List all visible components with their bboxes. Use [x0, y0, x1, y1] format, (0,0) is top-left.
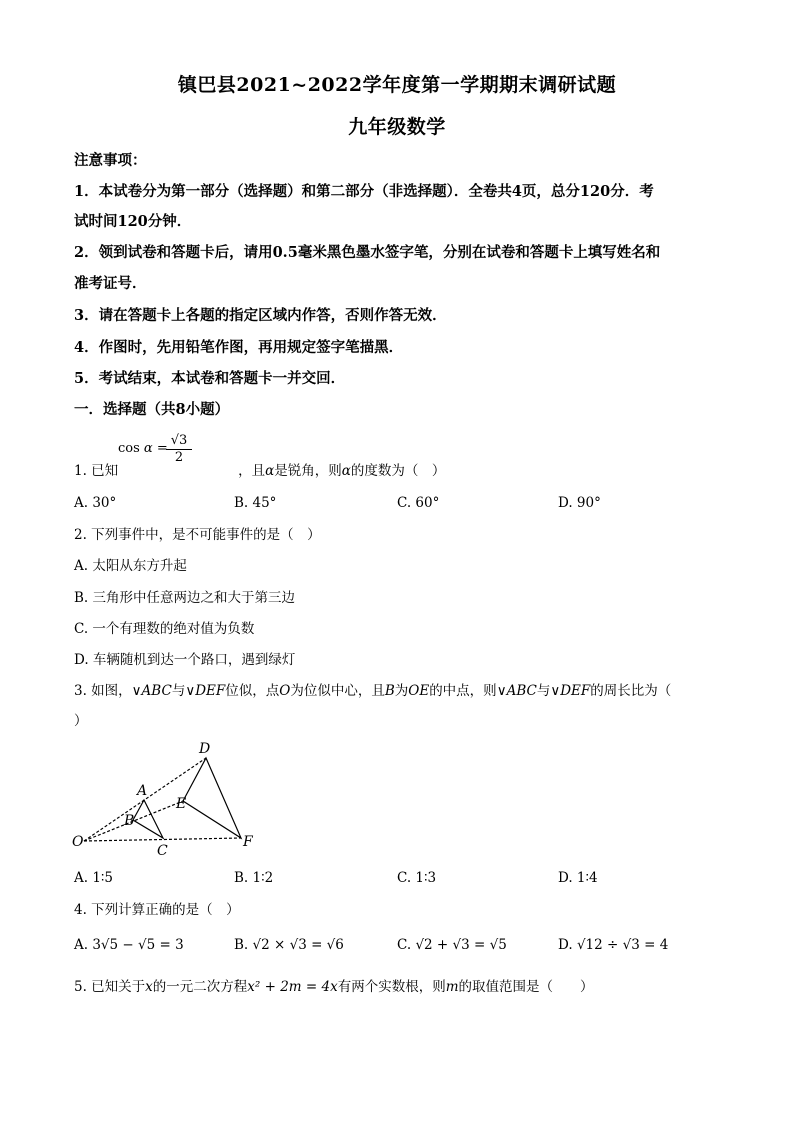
q1-suffix-a: ，且 — [238, 463, 266, 479]
q5-text-4: 的取值范围是（ ） — [458, 979, 594, 995]
q4-option-a-expr: 3√5 − √5 = 3 — [92, 937, 184, 953]
q1-suffix-c: 的度数为（ ） — [350, 463, 446, 479]
note-item-1a: 1．本试卷分为第一部分（选择题）和第二部分（非选择题）．全卷共4页，总分120分．考 — [74, 183, 654, 200]
q3-point-b: B — [384, 683, 395, 699]
q5-text-2: 的一元二次方程 — [152, 979, 248, 995]
q3-point-o: O — [279, 683, 291, 699]
label-e: E — [176, 796, 187, 812]
section-heading: 一．选择题（共8小题） — [74, 401, 230, 418]
q3-figure-lines — [84, 758, 241, 841]
q4-option-b-expr: √2 × √3 = √6 — [252, 937, 344, 953]
note-item-2a: 2．领到试卷和答题卡后，请用0.5毫米黑色墨水签字笔，分别在试卷和答题卡上填写姓名和 — [74, 244, 661, 261]
q3-text-8: 的周长比为（ — [590, 683, 672, 699]
q3-text-4: 为位似中心，且 — [290, 683, 385, 699]
q4-option-c[interactable] — [397, 937, 507, 953]
q5-text-1: 5. 已知关于 — [74, 979, 146, 995]
q1-numerator: √3 — [170, 433, 188, 448]
q3-option-a[interactable]: A. 1∶5 — [74, 870, 114, 886]
q3-stem-end: ） — [74, 713, 88, 729]
label-b: B — [124, 813, 135, 829]
note-item-5: 5．考试结束，本试卷和答题卡一并交回． — [74, 370, 346, 387]
q1-option-b[interactable]: B. 45° — [234, 495, 277, 511]
q4-option-b-label: B. — [234, 937, 249, 953]
q5-equation: x² + 2m = 4x — [247, 979, 338, 995]
q3-text-5: 为 — [394, 683, 409, 699]
q4-option-a[interactable] — [74, 937, 184, 953]
note-item-4: 4．作图时，先用铅笔作图，再用规定签字笔描黑． — [74, 339, 404, 356]
q1-cos: cos — [118, 441, 140, 456]
q1-alpha-3: α — [341, 463, 351, 479]
q3-triangle-abc: ∨ABC — [131, 683, 172, 699]
q4-option-c-label: C. — [397, 937, 412, 953]
q1-equals: = — [156, 441, 168, 456]
q4-stem: 4. 下列计算正确的是（ ） — [74, 902, 240, 918]
q3-triangle-def-2: ∨DEF — [550, 683, 591, 699]
q3-option-c[interactable]: C. 1∶3 — [397, 870, 437, 886]
exam-subtitle: 九年级数学 — [348, 116, 446, 138]
dashed-line-of — [84, 838, 241, 841]
q2-option-d[interactable]: D. 车辆随机到达一个路口，遇到绿灯 — [74, 652, 296, 668]
q3-figure — [66, 738, 266, 863]
q5-variable-x: x — [145, 979, 153, 995]
q1-option-a[interactable]: A. 30° — [74, 495, 117, 511]
dashed-line-od — [84, 758, 206, 841]
q2-option-b[interactable]: B. 三角形中任意两边之和大于第三边 — [74, 590, 296, 606]
q2-option-c[interactable]: C. 一个有理数的绝对值为负数 — [74, 621, 255, 637]
q5-text-3: 有两个实数根，则 — [337, 979, 446, 995]
q2-option-a[interactable]: A. 太阳从东方升起 — [74, 558, 187, 574]
q1-alpha-symbol: α — [143, 441, 153, 456]
q4-option-b[interactable] — [234, 937, 344, 953]
q3-segment-oe: OE — [408, 683, 430, 699]
label-o: O — [72, 834, 84, 850]
label-a: A — [137, 783, 148, 799]
q3-text-6: 的中点，则 — [429, 683, 497, 699]
exam-title: 镇巴县2021~2022学年度第一学期期末调研试题 — [177, 74, 617, 96]
q3-option-d[interactable]: D. 1∶4 — [558, 870, 598, 886]
q4-option-a-label: A. — [74, 937, 89, 953]
q1-prefix: 1. 已知 — [74, 463, 119, 479]
note-item-1b: 试时间120分钟． — [74, 213, 192, 230]
q3-text-3: 位似，点 — [225, 683, 280, 699]
q4-option-c-expr: √2 + √3 = √5 — [415, 937, 507, 953]
triangle-def — [183, 758, 241, 838]
q1-stem — [74, 462, 445, 480]
q2-stem: 2. 下列事件中，是不可能事件的是（ ） — [74, 527, 321, 543]
q5-variable-m: m — [445, 979, 459, 995]
q4-option-d[interactable] — [558, 937, 668, 953]
note-item-3: 3．请在答题卡上各题的指定区域内作答，否则作答无效． — [74, 307, 447, 324]
q1-option-c[interactable]: C. 60° — [397, 495, 440, 511]
label-c: C — [157, 843, 168, 859]
q3-text-1: 3. 如图， — [74, 683, 132, 699]
q5-stem — [74, 978, 594, 996]
q3-triangle-abc-2: ∨ABC — [496, 683, 537, 699]
label-f: F — [243, 834, 253, 850]
q1-alpha-2: α — [265, 463, 275, 479]
notes-heading: 注意事项： — [74, 152, 147, 169]
q3-triangle-def: ∨DEF — [185, 683, 226, 699]
q1-option-d[interactable]: D. 90° — [558, 495, 601, 511]
q3-text-7: 与 — [536, 683, 551, 699]
q1-formula — [118, 440, 168, 458]
q1-fraction — [166, 433, 192, 465]
note-item-2b: 准考证号． — [74, 275, 147, 292]
q1-denominator: 2 — [174, 450, 184, 465]
q1-suffix-b: 是锐角，则 — [274, 463, 342, 479]
q3-stem — [74, 682, 671, 700]
q4-option-d-label: D. — [558, 937, 573, 953]
q3-text-2: 与 — [171, 683, 186, 699]
label-d: D — [199, 741, 211, 757]
q4-option-d-expr: √12 ÷ √3 = 4 — [576, 937, 669, 953]
q3-option-b[interactable]: B. 1∶2 — [234, 870, 274, 886]
